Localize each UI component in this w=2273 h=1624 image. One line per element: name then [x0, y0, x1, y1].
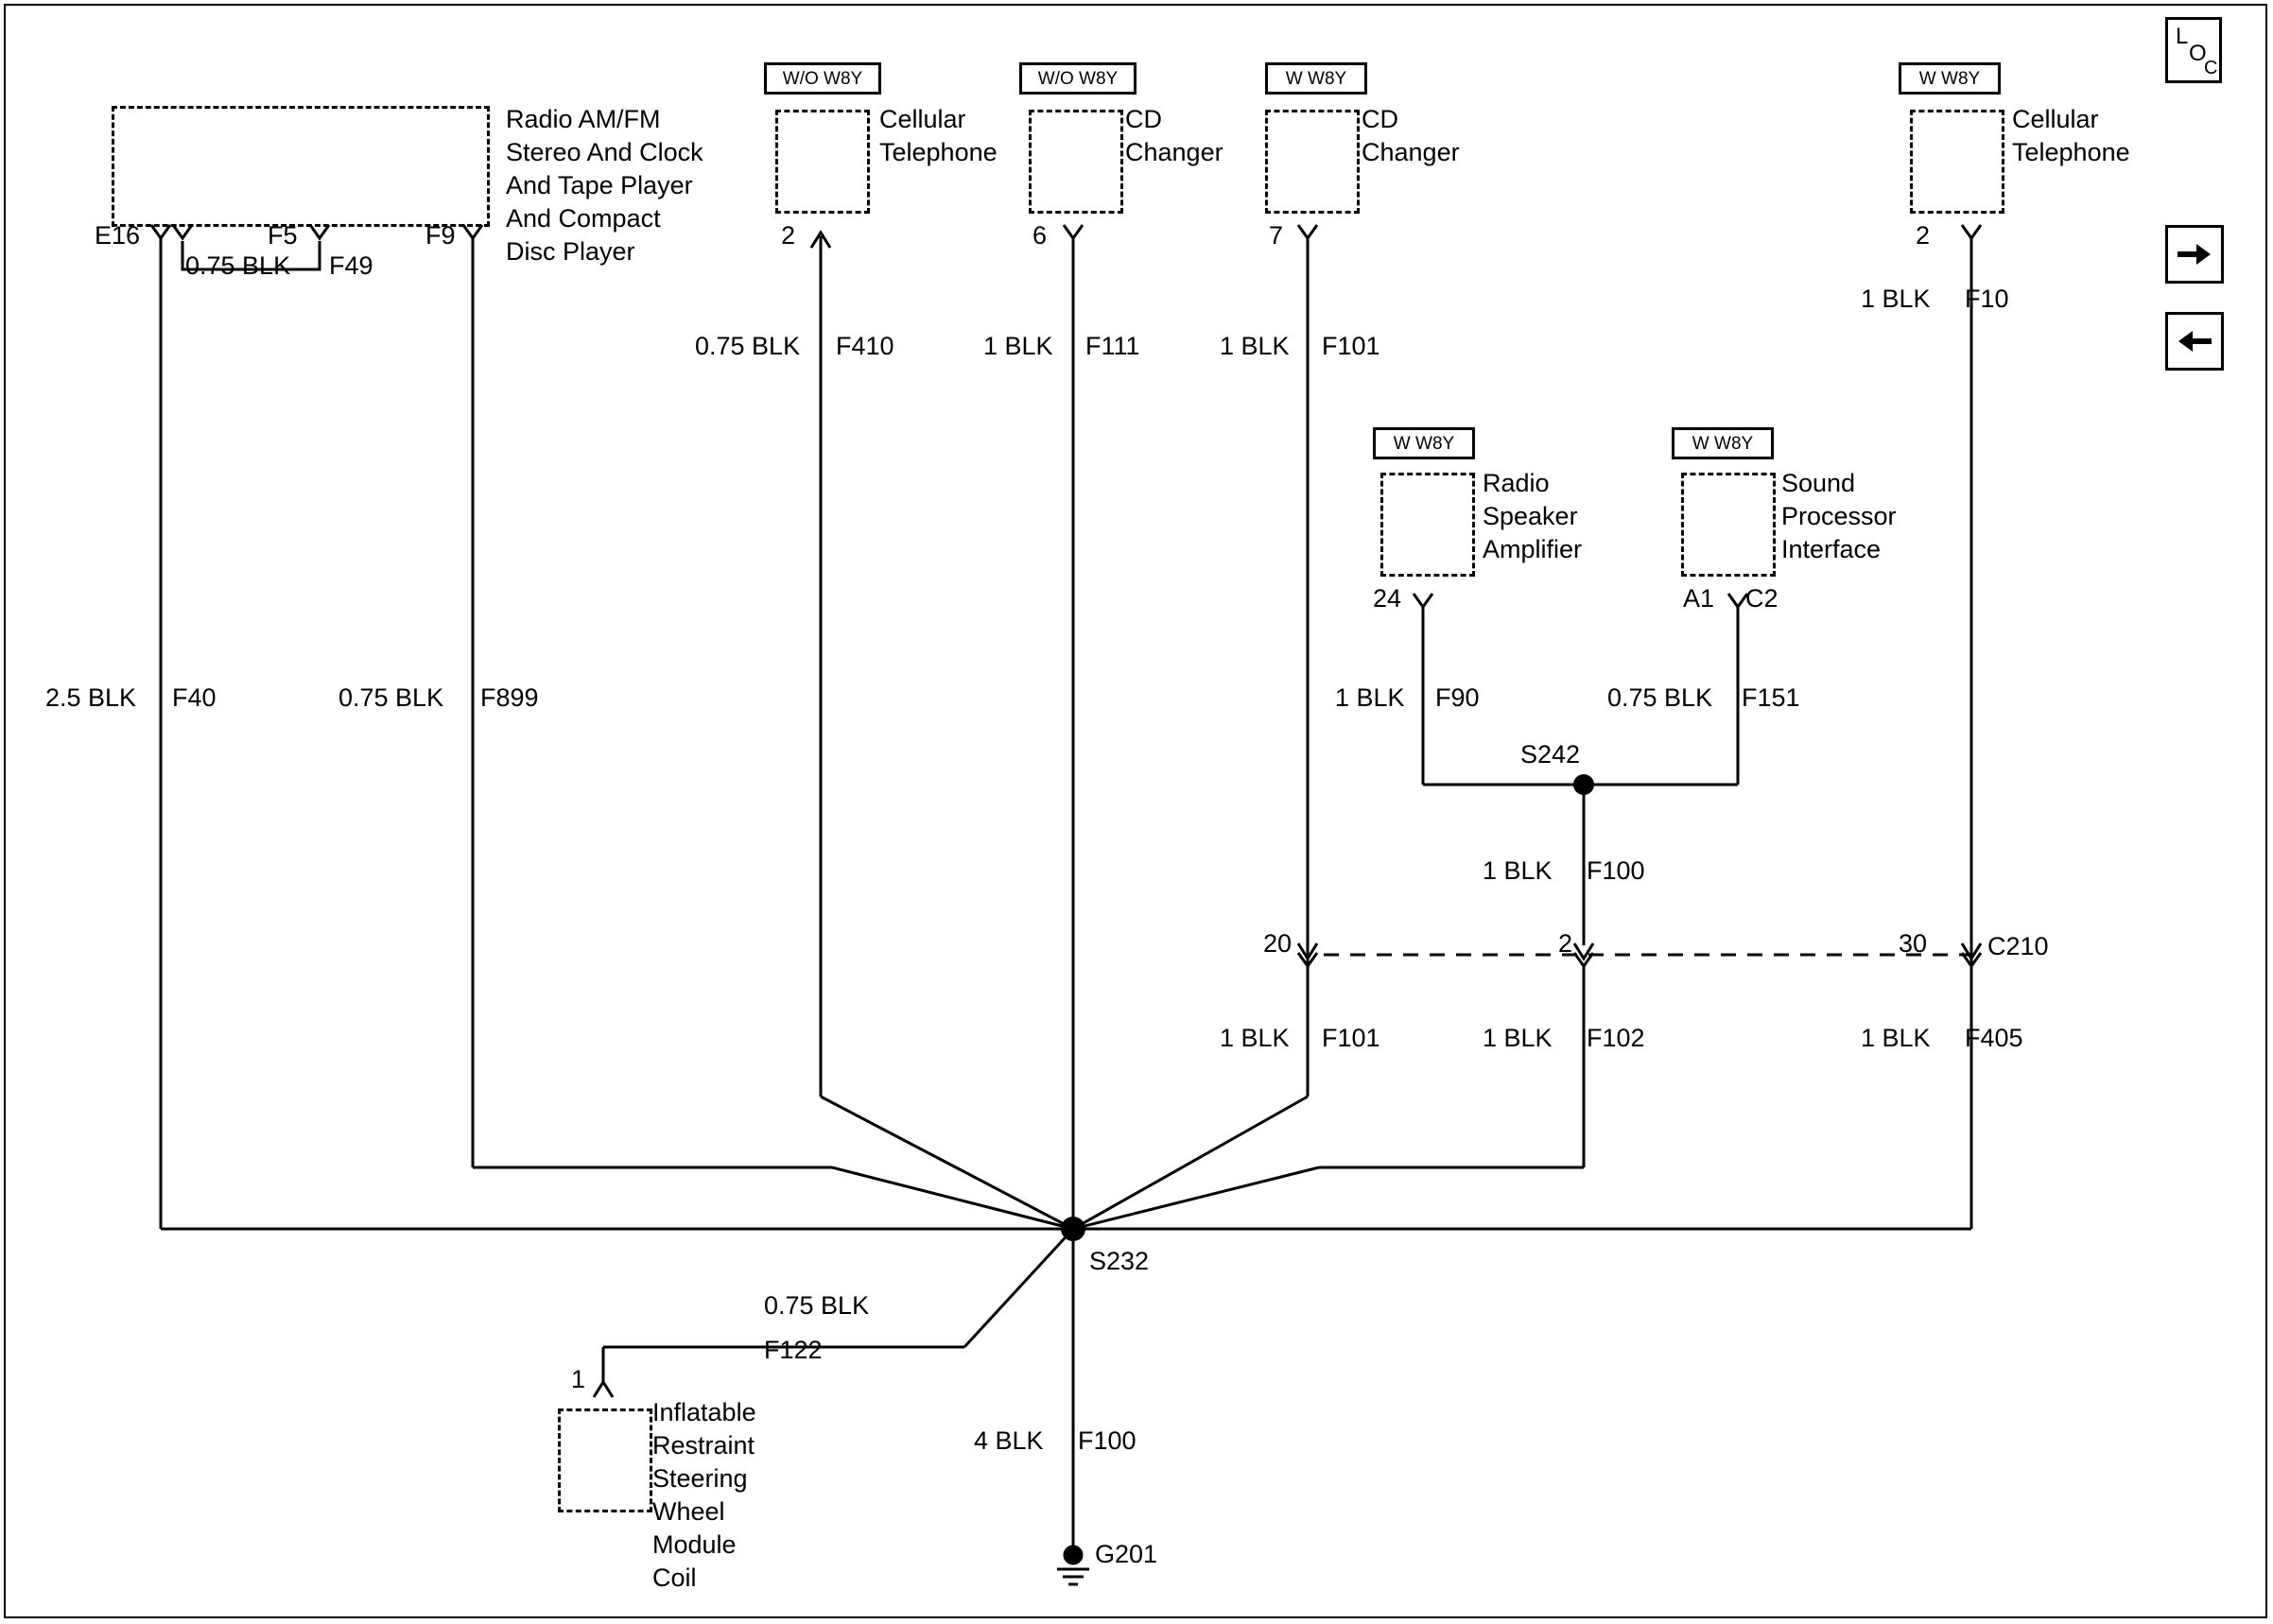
component-label-cell-right-line2: Telephone: [2012, 138, 2130, 166]
wire-label-f102-circuit: F102: [1587, 1024, 1645, 1052]
wire-label-f10-circuit: F10: [1965, 285, 2009, 313]
component-box-spi[interactable]: [1681, 473, 1776, 577]
wire-label-f111-circuit: F111: [1085, 332, 1140, 360]
wire-label-f101-bot: 1 BLK: [1220, 1024, 1290, 1052]
wire-label-f101-bot-circuit: F101: [1322, 1024, 1380, 1052]
component-box-cd-left[interactable]: [1029, 110, 1123, 214]
wire-label-f90-circuit: F90: [1435, 683, 1480, 712]
connector-terminal-30: 30: [1899, 929, 1928, 958]
option-badge-cd-right-text: W W8Y: [1285, 68, 1347, 89]
component-label-spi-line3: Interface: [1781, 535, 1882, 563]
component-label-spi-line1: Sound: [1781, 469, 1856, 497]
splice-dot-s232: [1061, 1217, 1085, 1241]
wire-label-f899-circuit: F899: [480, 683, 539, 712]
component-label-cd-left-line2: Changer: [1125, 138, 1223, 166]
component-label-cd-right-line2: Changer: [1362, 138, 1460, 166]
wire-label-f405: 1 BLK: [1861, 1024, 1931, 1052]
pin-label-amp-24: 24: [1373, 584, 1402, 613]
loc-button[interactable]: [2165, 17, 2222, 83]
wire-label-f100-bot: 4 BLK: [974, 1426, 1044, 1455]
wire-label-f100-mid: 1 BLK: [1483, 856, 1553, 885]
component-box-radio[interactable]: [112, 106, 490, 227]
component-label-radio-line3: And Tape Player: [506, 171, 693, 199]
wire-label-f151: 0.75 BLK: [1607, 683, 1713, 712]
component-label-radio-line1: Radio AM/FM: [506, 105, 661, 133]
ground-label-g201: G201: [1095, 1540, 1158, 1568]
pin-label-radio-e16: E16: [95, 221, 141, 250]
option-badge-spi-text: W W8Y: [1692, 433, 1754, 454]
splice-label-s242: S242: [1520, 740, 1581, 769]
pin-label-cd-right-7: 7: [1269, 221, 1284, 250]
arrow-right-icon: [2176, 240, 2213, 268]
next-button[interactable]: [2165, 225, 2224, 284]
component-label-irswmc-line2: Restraint: [652, 1431, 755, 1460]
ground-symbol-g201: [1057, 1546, 1089, 1584]
pin-label-cell-left-2: 2: [781, 221, 796, 250]
component-label-cell-left-line1: Cellular: [879, 105, 966, 133]
pin-label-radio-f5: F5: [268, 221, 298, 250]
wire-label-f49-circuit: F49: [329, 251, 373, 280]
arrow-left-icon: [2176, 327, 2213, 355]
option-badge-cell-right: [1899, 62, 2001, 95]
connector-terminal-2: 2: [1558, 929, 1573, 958]
pin-label-irswmc-1: 1: [571, 1365, 586, 1393]
wire-label-f40: 2.5 BLK: [45, 683, 137, 712]
pin-label-cell-right-2: 2: [1916, 221, 1931, 250]
component-label-cd-right-line1: CD: [1362, 105, 1398, 133]
splice-dot-s242: [1573, 774, 1594, 795]
wire-label-f49-gauge: 0.75 BLK: [185, 251, 291, 280]
component-label-amp-line3: Amplifier: [1483, 535, 1583, 563]
component-box-cd-right[interactable]: [1265, 110, 1360, 214]
component-label-cell-right-line1: Cellular: [2012, 105, 2099, 133]
connector-label-c210: C210: [1987, 932, 2049, 960]
component-box-cell-left[interactable]: [775, 110, 870, 214]
option-badge-amp: [1373, 427, 1475, 459]
component-label-amp-line2: Speaker: [1483, 502, 1578, 530]
option-badge-cd-left: [1019, 62, 1136, 95]
connector-terminal-20: 20: [1263, 929, 1293, 958]
wire-label-f410-circuit: F410: [836, 332, 894, 360]
wire-label-f151-circuit: F151: [1742, 683, 1800, 712]
pin-label-spi-c2: C2: [1745, 584, 1778, 613]
pin-label-spi-a1: A1: [1683, 584, 1715, 613]
component-box-irswmc[interactable]: [558, 1408, 652, 1512]
component-box-cell-right[interactable]: [1910, 110, 2004, 214]
splice-label-s232: S232: [1089, 1247, 1150, 1275]
wire-label-f40-circuit: F40: [172, 683, 217, 712]
wire-label-f899: 0.75 BLK: [338, 683, 444, 712]
wire-label-f102: 1 BLK: [1483, 1024, 1553, 1052]
option-badge-amp-text: W W8Y: [1393, 433, 1455, 454]
wire-label-f101-top-circuit: F101: [1322, 332, 1380, 360]
option-badge-cd-left-text: W/O W8Y: [1037, 68, 1119, 89]
previous-button[interactable]: [2165, 312, 2224, 371]
option-badge-spi: [1672, 427, 1774, 459]
option-badge-cd-right: [1265, 62, 1367, 95]
component-label-cd-left-line1: CD: [1125, 105, 1162, 133]
wire-label-f100-mid-circuit: F100: [1587, 856, 1645, 885]
wire-label-f122: 0.75 BLK: [764, 1291, 870, 1320]
component-label-irswmc-line1: Inflatable: [652, 1398, 756, 1426]
option-badge-cell-left-text: W/O W8Y: [782, 68, 863, 89]
option-badge-cell-left: [764, 62, 881, 95]
component-label-irswmc-line5: Module: [652, 1530, 737, 1559]
component-box-amp[interactable]: [1380, 473, 1475, 577]
pin-label-cd-left-6: 6: [1032, 221, 1048, 250]
component-label-irswmc-line3: Steering: [652, 1464, 748, 1493]
wire-label-f10: 1 BLK: [1861, 285, 1931, 313]
component-label-radio-line2: Stereo And Clock: [506, 138, 703, 166]
wire-label-f405-circuit: F405: [1965, 1024, 2023, 1052]
wire-label-f100-bot-circuit: F100: [1078, 1426, 1136, 1455]
wire-label-f90: 1 BLK: [1335, 683, 1405, 712]
component-label-irswmc-line4: Wheel: [652, 1497, 725, 1526]
component-label-spi-line2: Processor: [1781, 502, 1897, 530]
wire-label-f410: 0.75 BLK: [695, 332, 801, 360]
component-label-radio-line5: Disc Player: [506, 237, 635, 266]
component-label-irswmc-line6: Coil: [652, 1564, 697, 1592]
wire-label-f122-circuit: F122: [764, 1336, 823, 1364]
loc-button-c: C: [2204, 58, 2218, 78]
loc-button-l: L: [2176, 24, 2189, 49]
wire-label-f101-top: 1 BLK: [1220, 332, 1290, 360]
component-label-radio-line4: And Compact: [506, 204, 661, 233]
pin-label-radio-f9: F9: [425, 221, 456, 250]
loc-button-o: O: [2189, 41, 2207, 66]
component-label-cell-left-line2: Telephone: [879, 138, 998, 166]
component-label-amp-line1: Radio: [1483, 469, 1550, 497]
wire-label-f111: 1 BLK: [983, 332, 1053, 360]
option-badge-cell-right-text: W W8Y: [1918, 68, 1981, 89]
